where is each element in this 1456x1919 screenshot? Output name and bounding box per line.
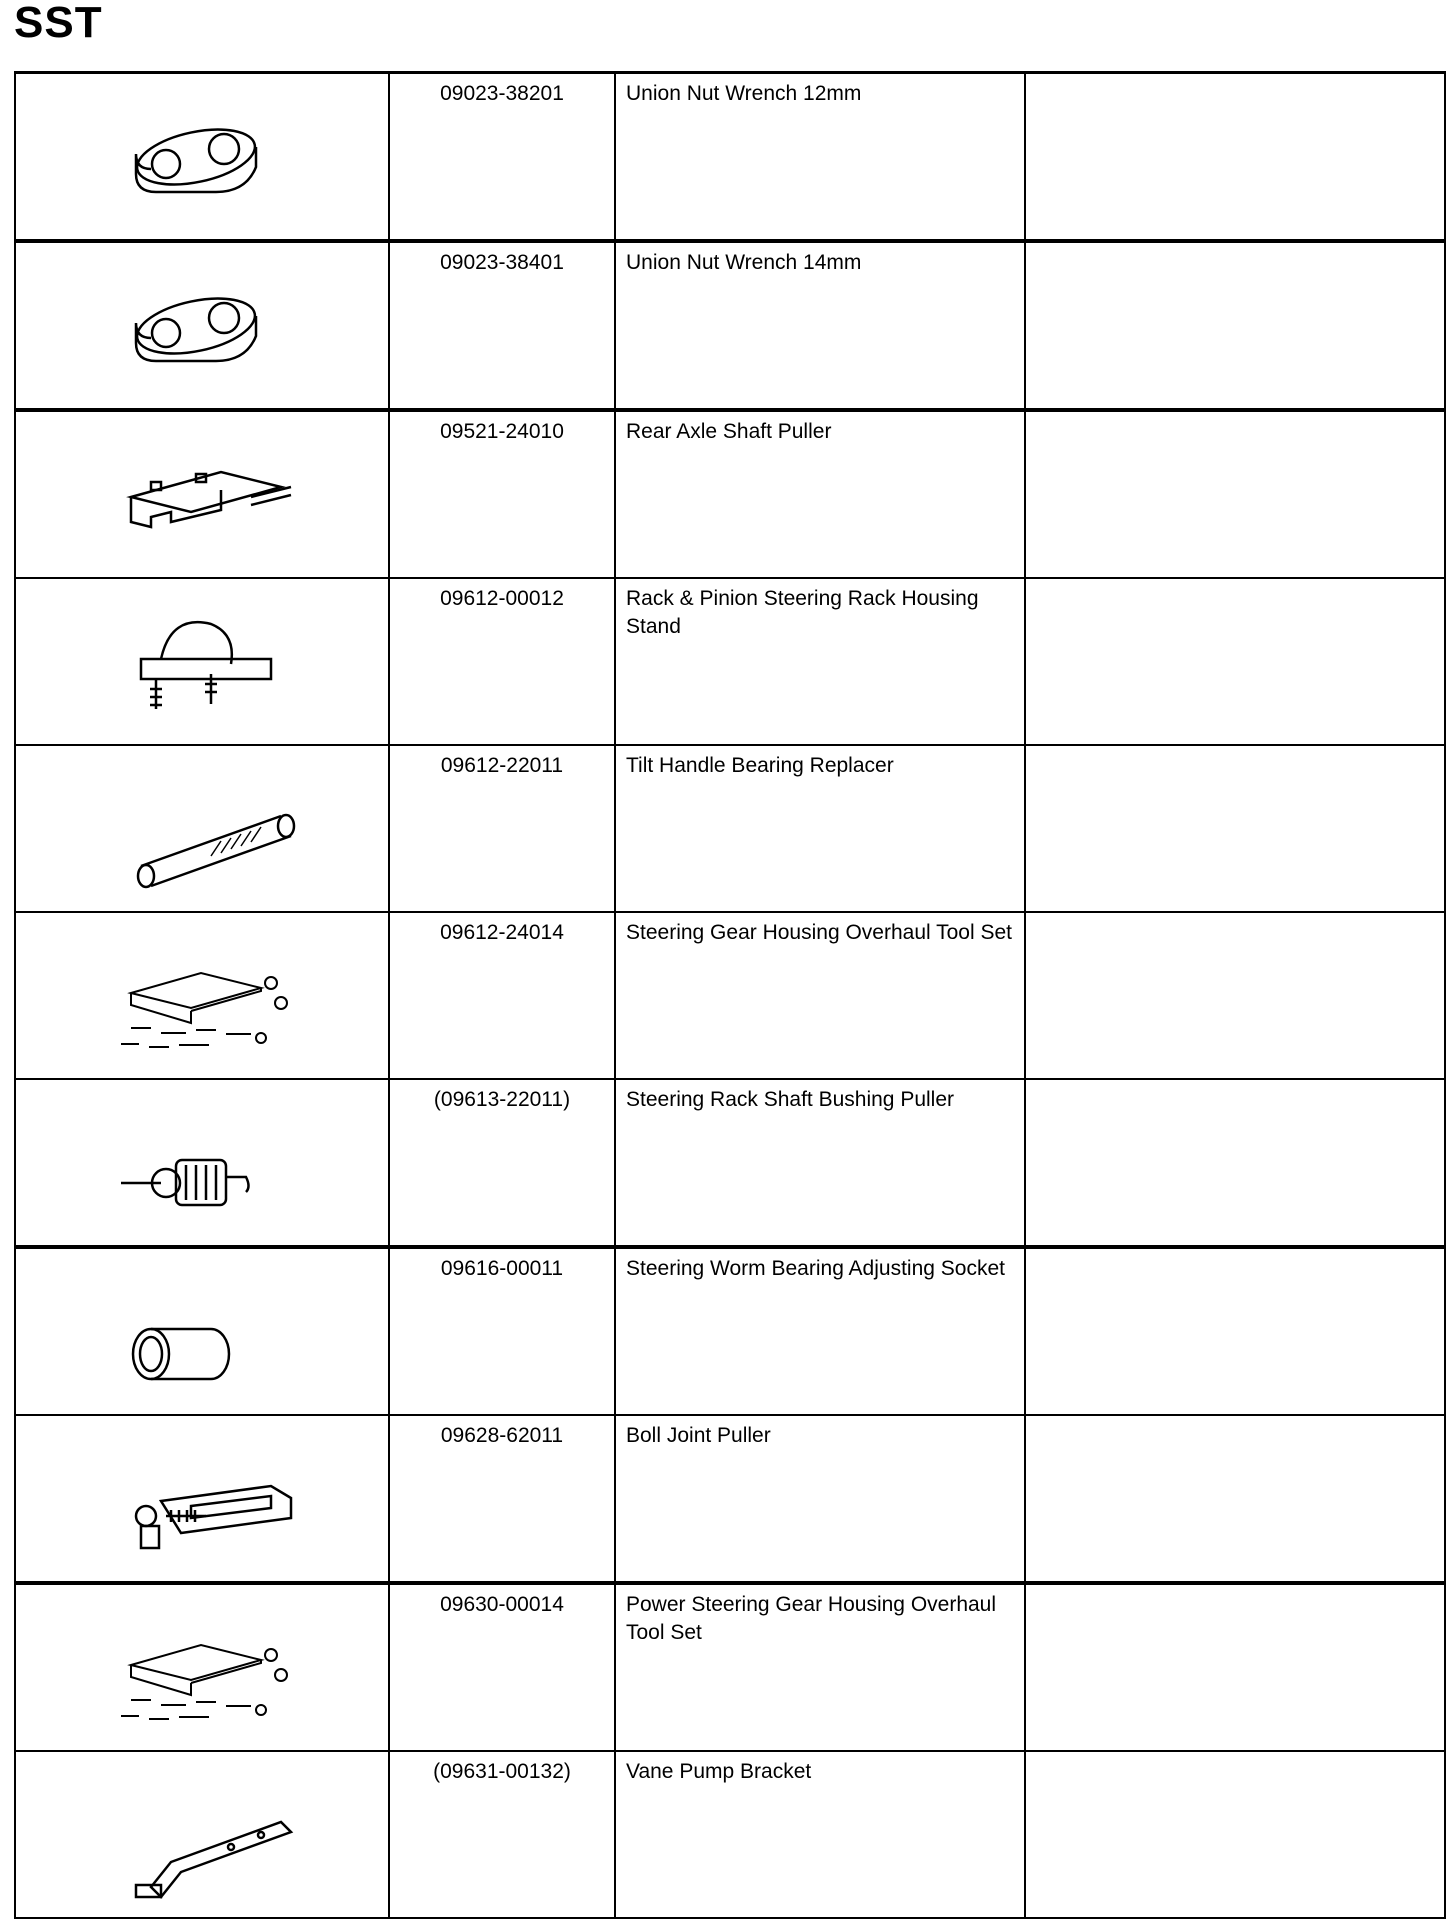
note-cell (1025, 410, 1445, 578)
tool-name: Steering Rack Shaft Bushing Puller (615, 1079, 1025, 1247)
bushing-puller-icon (111, 1105, 311, 1235)
tool-name: Vane Pump Bracket (615, 1751, 1025, 1918)
note-cell (1025, 1415, 1445, 1583)
part-number: 09023-38401 (389, 241, 615, 410)
tool-illustration-cell (15, 745, 389, 912)
tool-name: Steering Gear Housing Overhaul Tool Set (615, 912, 1025, 1079)
housing-stand-icon (111, 604, 311, 734)
tool-illustration-cell (15, 1247, 389, 1415)
socket-icon (111, 1274, 311, 1404)
note-cell (1025, 1247, 1445, 1415)
table-row (15, 73, 1445, 242)
tool-name: Boll Joint Puller (615, 1415, 1025, 1583)
tool-set-icon (111, 938, 311, 1068)
part-number: 09612-00012 (389, 578, 615, 745)
table-row (15, 912, 1445, 1079)
note-cell (1025, 578, 1445, 745)
part-number: (09631-00132) (389, 1751, 615, 1918)
table-row (15, 1247, 1445, 1415)
table-row (15, 1079, 1445, 1247)
tool-name: Tilt Handle Bearing Replacer (615, 745, 1025, 912)
note-cell (1025, 1583, 1445, 1751)
part-number: (09613-22011) (389, 1079, 615, 1247)
table-row (15, 1583, 1445, 1751)
sst-table (14, 71, 1446, 1919)
tool-illustration-cell (15, 1415, 389, 1583)
part-number: 09616-00011 (389, 1247, 615, 1415)
ball-joint-puller-icon (111, 1441, 311, 1571)
tool-illustration-cell (15, 912, 389, 1079)
note-cell (1025, 1079, 1445, 1247)
part-number: 09612-22011 (389, 745, 615, 912)
tool-illustration-cell (15, 241, 389, 410)
union-nut-wrench-icon (111, 268, 311, 398)
tool-illustration-cell (15, 410, 389, 578)
tool-name: Power Steering Gear Housing Overhaul Tool Set (615, 1583, 1025, 1751)
tool-set-icon (111, 1610, 311, 1740)
tool-illustration-cell (15, 73, 389, 242)
tool-name: Union Nut Wrench 14mm (615, 241, 1025, 410)
tool-name: Steering Worm Bearing Adjusting Socket (615, 1247, 1025, 1415)
tool-name: Rear Axle Shaft Puller (615, 410, 1025, 578)
tool-illustration-cell (15, 1079, 389, 1247)
note-cell (1025, 73, 1445, 242)
part-number: 09630-00014 (389, 1583, 615, 1751)
page-title: SST (14, 0, 103, 47)
table-row (15, 1415, 1445, 1583)
note-cell (1025, 1751, 1445, 1918)
table-row (15, 241, 1445, 410)
note-cell (1025, 745, 1445, 912)
tool-illustration-cell (15, 1583, 389, 1751)
note-cell (1025, 912, 1445, 1079)
part-number: 09612-24014 (389, 912, 615, 1079)
axle-shaft-puller-icon (111, 437, 311, 567)
bearing-replacer-icon (111, 771, 311, 901)
note-cell (1025, 241, 1445, 410)
union-nut-wrench-icon (111, 99, 311, 229)
tool-name: Rack & Pinion Steering Rack Housing Stand (615, 578, 1025, 745)
tool-illustration-cell (15, 578, 389, 745)
table-row (15, 745, 1445, 912)
table-row (15, 1751, 1445, 1918)
tool-name: Union Nut Wrench 12mm (615, 73, 1025, 242)
part-number: 09023-38201 (389, 73, 615, 242)
part-number: 09628-62011 (389, 1415, 615, 1583)
part-number: 09521-24010 (389, 410, 615, 578)
pump-bracket-icon (111, 1777, 311, 1907)
table-row (15, 578, 1445, 745)
tool-illustration-cell (15, 1751, 389, 1918)
table-row (15, 410, 1445, 578)
